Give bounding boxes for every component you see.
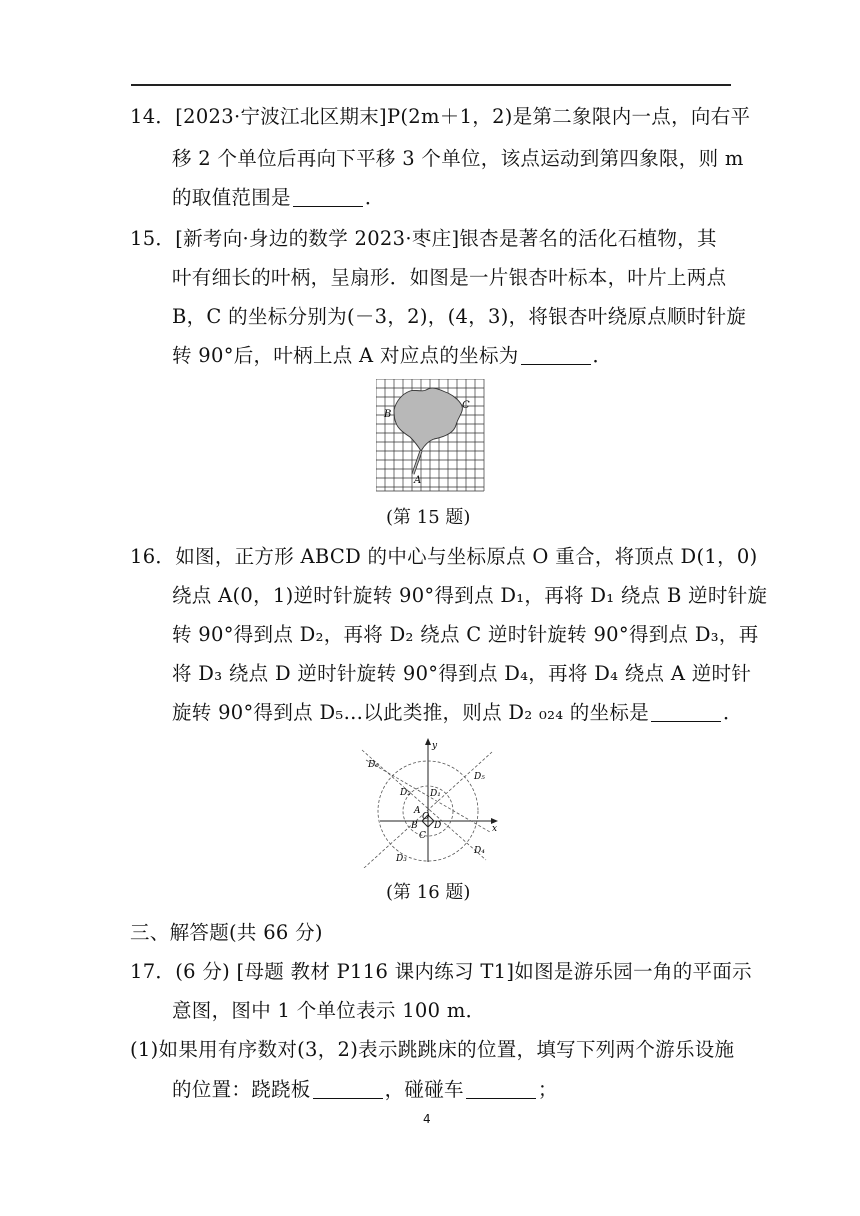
q15-line-4-text: 转 90°后，叶柄上点 A 对应点的坐标为 — [172, 344, 519, 367]
y-axis-arrow — [425, 738, 431, 745]
label-d4: D₄ — [474, 846, 485, 856]
q16-line-2: 绕点 A(0，1)逆时针旋转 90°得到点 D₁，再将 D₁ 绕点 B 逆时针旋 — [172, 584, 768, 607]
answer-blank[interactable] — [651, 703, 721, 722]
q14-line-2: 移 2 个单位后再向下平移 3 个单位，该点运动到第四象限，则 m — [172, 147, 744, 170]
q15-line-2: 叶有细长的叶柄，呈扇形．如图是一片银杏叶标本，叶片上两点 — [172, 266, 727, 289]
ginkgo-leaf-shape — [394, 388, 462, 451]
point-label-c: C — [462, 400, 470, 411]
q15-line-3: B，C 的坐标分别为(－3，2)，(4，3)，将银杏叶绕原点顺时针旋 — [172, 305, 747, 328]
section-title: 三、解答题(共 66 分) — [130, 921, 323, 944]
q14-line-1: 14．[2023·宁波江北区期末]P(2m＋1，2)是第二象限内一点，向右平 — [130, 105, 751, 128]
q15-line-1: 15．[新考向·身边的数学 2023·枣庄]银杏是著名的活化石植物，其 — [130, 227, 717, 250]
label-b: B — [411, 821, 418, 831]
point-label-a: A — [414, 475, 422, 486]
q17-part1-line-2 — [172, 1077, 558, 1103]
rotation-figure — [358, 736, 508, 868]
q16-line-5-end: ． — [723, 701, 743, 724]
label-d6: D₆ — [368, 760, 379, 770]
q16-line-4: 将 D₃ 绕点 D 逆时针旋转 90°得到点 D₄，再将 D₄ 绕点 A 逆时针 — [172, 662, 752, 685]
y-axis-label: y — [432, 741, 438, 751]
answer-blank[interactable] — [521, 346, 591, 365]
q14-line-3 — [172, 185, 385, 211]
label-d: D — [434, 821, 442, 831]
label-d3: D₃ — [396, 854, 407, 864]
q17-line-2: 意图，图中 1 个单位表示 100 m． — [172, 999, 486, 1022]
label-o: O — [422, 812, 430, 822]
q16-line-1: 16．如图，正方形 ABCD 的中心与坐标原点 O 重合，将顶点 D(1，0) — [130, 545, 758, 568]
q17-part1-text: 的位置：跷跷板 — [172, 1078, 311, 1101]
dashed-diagonal-1 — [362, 750, 486, 860]
label-d5: D₅ — [474, 772, 485, 782]
q16-figure-caption: (第 16 题) — [386, 882, 471, 903]
label-c: C — [419, 831, 426, 841]
answer-blank-seesaw[interactable] — [313, 1080, 383, 1099]
page-number: 4 — [423, 1112, 431, 1126]
label-a: A — [414, 806, 421, 816]
point-label-b: B — [384, 409, 392, 420]
x-axis-label: x — [492, 824, 498, 834]
q15-figure-caption: (第 15 题) — [386, 507, 471, 528]
label-d2: D₂ — [400, 788, 411, 798]
header-rule — [131, 84, 731, 86]
q16-line-5 — [172, 700, 743, 726]
q17-part1-end: ； — [537, 1078, 558, 1101]
q16-line-5-text: 旋转 90°得到点 D₅…以此类推，则点 D₂ ₀₂₄ 的坐标是 — [172, 701, 650, 724]
answer-blank-bumper-car[interactable] — [466, 1080, 536, 1099]
answer-blank[interactable] — [293, 188, 363, 207]
q14-line-3-end: ． — [364, 186, 385, 209]
q14-line-3-text: 的取值范围是 — [172, 186, 291, 209]
q17-part1-line-1: (1)如果用有序数对(3，2)表示跳跳床的位置，填写下列两个游乐设施 — [130, 1038, 735, 1061]
ginkgo-grid-figure — [376, 379, 486, 493]
q17-line-1: 17．(6 分) [母题 教材 P116 课内练习 T1]如图是游乐园一角的平面示 — [130, 960, 752, 983]
q15-line-4-end: ． — [592, 344, 613, 367]
q16-line-3: 转 90°得到点 D₂，再将 D₂ 绕点 C 逆时针旋转 90°得到点 D₃，再 — [172, 623, 759, 646]
q15-line-4 — [172, 343, 612, 369]
q17-part1-mid: ，碰碰车 — [384, 1078, 464, 1101]
label-d1: D₁ — [430, 789, 441, 799]
